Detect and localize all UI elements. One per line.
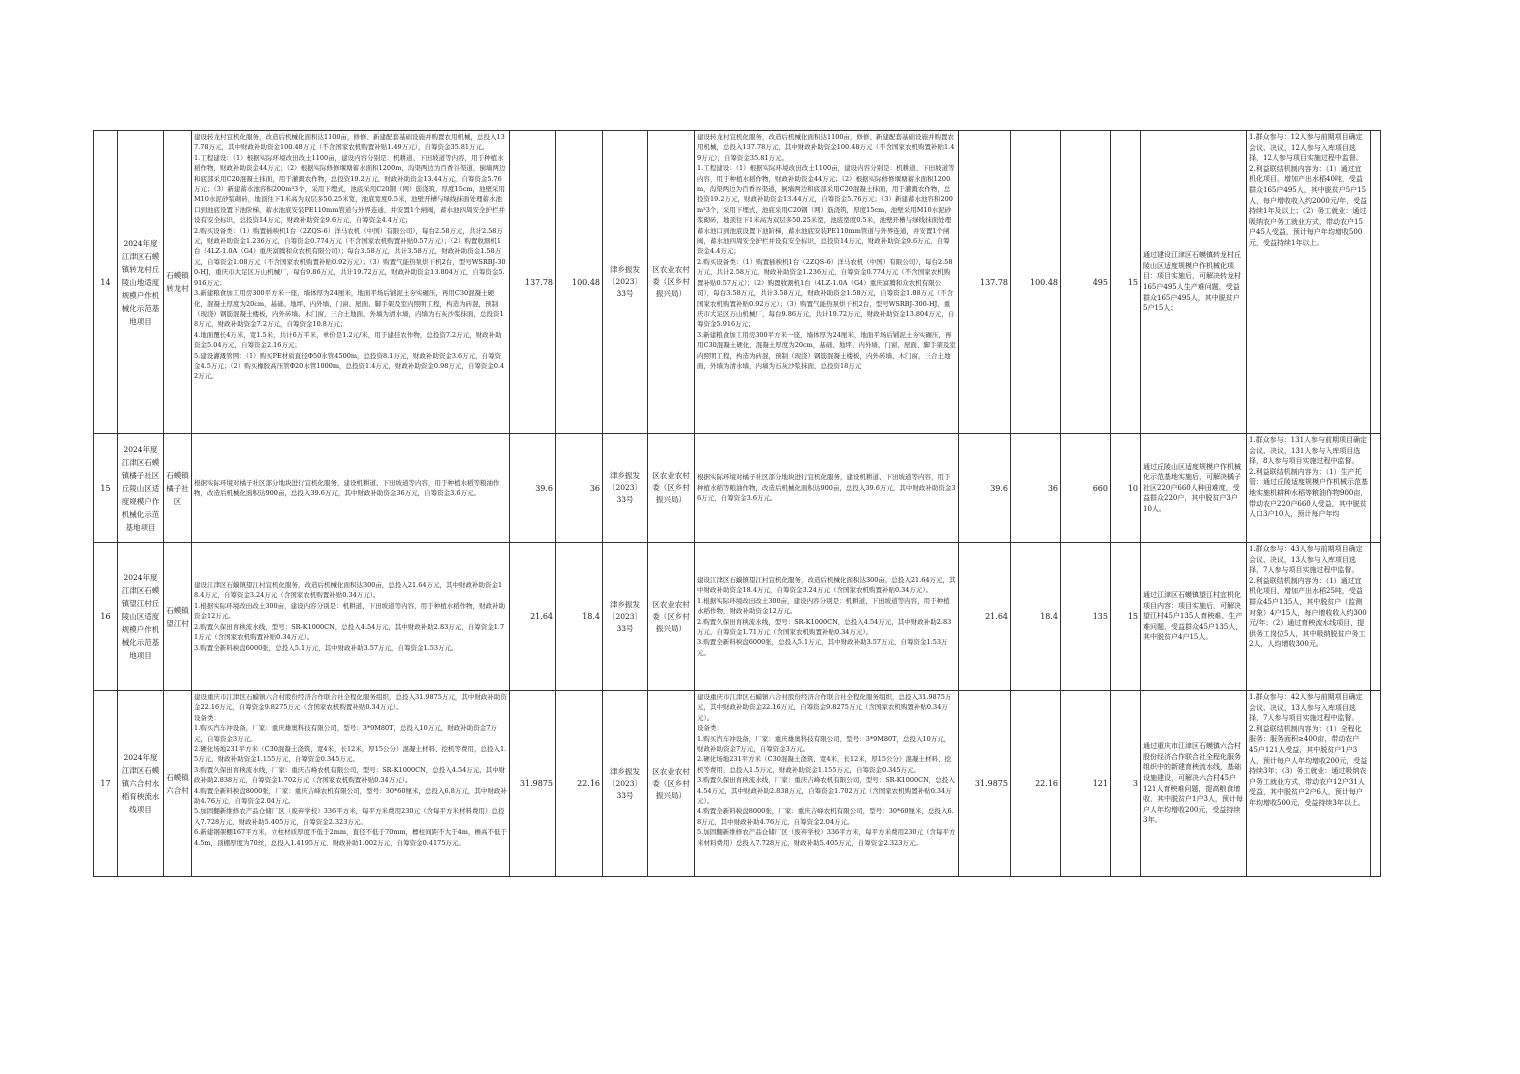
fiscal-fund: 100.48 <box>556 131 603 434</box>
interest-mechanism: 1.群众参与：12人参与前期项目确定会议、决议，12人参与入库项目选择，12人参与项目实施过程中监督。 2.利益联结机制内容为：（1）通过宜机化项目，增加产出水稻40吨，受益群众165户495人，其中脱贫户5户15人，每户增收收入约2000元/年，受益持续1年及以上；（2）务工就业：通过吸纳农户务工就业方式，带动农户15户45人受益，预计每户年均增收500元，受益持续1年以上。 <box>1249 133 1368 247</box>
fiscal-fund: 22.16 <box>556 691 603 877</box>
fiscal-fund: 18.4 <box>556 543 603 691</box>
beneficiary-count: 660 <box>1061 434 1111 543</box>
benefit-description: 通过丘陵山区适度规模户作机械化示范基地实施后，可解决橘子社区220户660人种田难度，受益群众220户，其中脱贫户3户10人。 <box>1141 434 1247 543</box>
row-number: 15 <box>94 434 118 543</box>
project-name: 2024年度江津区石蟆镇六合村水稻育秧流水线项目 <box>118 691 164 877</box>
project-content: 建设转龙村宜机化服务，改造后机械化面积达1100亩，修修、新建配套基础设施并购置农用机械，总投入137.78万元，其中财政补助资金100.48万元（不含国家农机购置补贴1.49万元），自筹资金35.81万元。 1.工程建设：（1）根据实际环境改田改土1100亩，建设内容分别是：机耕道、下田坡道等内容，用于种植水稻作物，财政补助资金44万元；（2）根据实际修修堰塘蓄水面积1200m，沟渠两边为百香谷渠道，倒墙两边和底部采用C20混凝土抹面，用于灌溉农作物，总投资19.2万元，财政补助资金13.44万元，自筹资金5.76万元；（3）新建蓄水池容积200m³3个，采用下埋式，池底采用C20钢（网）筋浇筑，厚度15cm，池壁采用M10水泥砂浆砌砖，地顶往下1米高为双层多50.25米宽，池底宽度0.5米，池壁开槽与绿线抹面处理蓄水池口到池底设置下池阶梯，蓄水池底安装PE110mm管道与外界连通，并安置1个闸阀，蓄水池四周安全护栏并设有安全标识，总投资14万元，财政补助资金9.6万元，自筹资金4.4万元； 2.购买设备类：（1）购置插秧机1台（2ZQS-6）洋马农机（中国）有限公司），每台2.58万元，共计2.58万元，财政补助资金1.236万元，自筹资金0.774万元（不含国家农机购置补贴0.57万元）；（2）购置收割机1台（4LZ-1.0A（G4）重庆富腾和众农机有限公司）；每台3.58万元，共计3.58万元，财政补助资金1.58万元，自筹资金1.08万元（不含国家农机购置补贴0.92万元）；（3）购置气能热泵烘干机2台，型号WSRBJ-300-HJ，重庆市大足区万山机械厂，每台9.86万元，共计19.72万元，财政补助资金13.804万元，自筹资金5.916万元； 3.新建粮食加工用房300平方米一座，墙体厚为24厘米，地面平场后铺泥土夯实碾压，再用C30混凝土硬化，混凝土厚度为20cm，基础、地坪、内外墙、门窗、屋面、脚手架及室内照明工程，构造为砖混，预制（现浇）钢筋混凝土楼板，内外砖墙、木门窗，三合土地面，外墙为清水墙，内墙为石灰沙浆抹面，总投资18万元，财政补助资金7.2万元，自筹资金10.8万元； 4.地面覆长4万米，宽1.5米，共计6万平米，单价是1.2元/米，用于建挂农作物，总投资7.2万元，财政补助资金5.04万元，自筹资金2.16万元； 5.建设灌溉管网：（1）购买PE材质直径Φ50水管4500m，总投资8.1万元，财政补助资金3.6万元，自筹资金4.5万元；（2）购买橡胶高压管Φ20水管1000m，总投资1.4万元，财政补助资金0.98万元，自筹资金0.42万元。 <box>194 133 506 381</box>
beneficiary-count: 495 <box>1061 131 1111 434</box>
benefit-description: 通过重庆市江津区石蟆镇六合村股份经济合作联合社全程化服务组织中的新建育秧流水线，基础设施建设，可解决六合村45户121人育秧难问题，提高粮食增收，其中脱贫户1户3人，预计每户人年均增收200元，受益持续3年。 <box>1141 691 1247 877</box>
project-content-adjusted: 建设重庆市江津区石蟆镇六合村股份经济合作联合社全程化服务组织，总投入31.9875万元，其中财政补助资金22.16万元，自筹资金9.8275万元（含国家农机购置补贴0.34万元）。 设备类： 1.购买汽车冲设备，厂家：重庆雄奥科技有限公司，型号：3*9M80T，总投入10万元，财政补助资金7万元，自筹资金3万元。 2.硬化场地231平方米（C30混凝土浇筑，宽4米，长12米，厚15公分）混凝土材料、挖机等费用，总投入1.5万元，财政补助资金1.155万元，自筹资金0.345万元。 3.购置久保田育秧流水线，厂家：重庆吉峰农机有限公司，型号：SR-K1000CN，总投入4.54万元，其中财政补助2.838万元，自筹资金1.702万元（含国家农机购置补贴0.34万元）。 4.购置全新料秧盘8000张，厂家：重庆吉峰农机有限公司，型号：30*60厘米，总投入6.8万元，其中财政补助4.76万元，自筹资金2.04万元。 5.加固翻新维修农产品仓储厂区（废弃学校）336平方米，每平方米费用230元（含每平方米材料费用）总投入7.728万元，财政补助5.405万元，自筹资金2.323万元。 <box>697 693 956 847</box>
empty-cell <box>1371 543 1381 691</box>
project-content-adjusted: 根据实际环境对橘子社区部分地块进行宜机化服务，建设机耕道、下田坡道等内容，用于种植水稻等粮油作物，改造后机械化面积达900亩，总投入39.6万元，其中财政补助资金36万元，自筹资金3.6万元。 <box>697 473 956 503</box>
project-name: 2024年度江津区石蟆镇望江村丘陵山区适度规模户作机械化示范基地项目 <box>118 543 164 691</box>
approval-document: 津乡振发〔2023〕33号 <box>603 691 648 877</box>
poverty-beneficiary-count: 15 <box>1111 543 1141 691</box>
benefit-description: 通过江津区石蟆镇望江村宜机化项目内容：项目实施后，可解决望江村45户135人育秧难、生产难问题，受益群众45户135人，其中脱贫户4户15人。 <box>1141 543 1247 691</box>
project-name: 2024年度江津区石蟆镇橘子社区丘陵山区适度规模户作机械化示范基地项目 <box>118 434 164 543</box>
total-investment-adjusted: 137.78 <box>959 131 1011 434</box>
fiscal-fund-adjusted: 22.16 <box>1011 691 1061 877</box>
empty-cell <box>1371 434 1381 543</box>
approval-document: 津乡振发〔2023〕33号 <box>603 543 648 691</box>
project-table <box>93 130 1381 877</box>
project-content: 建设江津区石蟆镇望江村宜机化服务，改造后机械化面积达300亩，总投入21.64万元，其中财政补助资金18.4万元，自筹资金3.24万元（含国家农机购置补贴0.34万元）。 1.根据实际环境改田改土300亩，建设内容分别是：机耕道、下田坡道等内容，用于种植水稻作物，财政补助资金12万元。 2.购置久保田育秧流水线，型号：SR-K1000CN，总投入4.54万元，其中财政补助2.83万元，自筹资金1.71万元（含国家农机购置补贴0.34万元）。 3.购置全新料秧盘6000张，总投入5.1万元，其中财政补助3.57万元，自筹资金1.53万元。 <box>194 581 506 652</box>
responsible-department: 区农业农村委（区乡村振兴局） <box>648 131 695 434</box>
table-row <box>94 543 1381 691</box>
table-row <box>94 131 1381 434</box>
table-row <box>94 691 1381 877</box>
total-investment-adjusted: 21.64 <box>959 543 1011 691</box>
total-investment-adjusted: 31.9875 <box>959 691 1011 877</box>
approval-document: 津乡振发〔2023〕33号 <box>603 434 648 543</box>
project-content: 建设重庆市江津区石蟆镇六合村股份经济合作联合社全程化服务组织，总投入31.9875万元，其中财政补助资金22.16万元，自筹资金9.8275万元（含国家农机购置补贴0.34万元）。 设备类： 1.购买汽车冲设备，厂家：重庆雄奥科技有限公司，型号：3*9M80T，总投入10万元，财政补助资金7万元，自筹资金3万元。 2.硬化场地231平方米（C30混凝土浇筑，宽4米，长12米，厚15公分）混凝土材料、挖机等费用，总投入1.5万元，财政补助资金1.155万元，自筹资金0.345万元。 3.购置久保田育秧流水线，厂家：重庆吉峰农机有限公司，型号：SR-K1000CN，总投入4.54万元，其中财政补助2.838万元，自筹资金1.702万元（含国家农机购置补贴0.34万元）。 4.购置全新料秧盘8000张，厂家：重庆吉峰农机有限公司，型号：30*60厘米，总投入6.8万元，其中财政补助4.76万元，自筹资金2.04万元。 5.加固翻新维修农产品仓储厂区（废弃学校）336平方米，每平方米费用230元（含每平方米材料费用）总投入7.728万元，财政补助5.405万元，自筹资金2.323万元。 6.新建钢架棚167平方米，立柱材质厚度不低于2mm，直径不低于70mm，檩柱间距不大于4m，檐高不低于4.5m，顶棚厚度为70丝，总投入1.4195万元，财政补助1.002万元，自筹资金0.4175万元。 <box>194 693 507 847</box>
empty-cell <box>1371 131 1381 434</box>
row-number: 16 <box>94 543 118 691</box>
project-content-adjusted: 建设转龙村宜机化服务，改造后机械化面积达1100亩，修修、新建配套基础设施并购置农用机械，总投入137.78万元，其中财政补助资金100.48万元（不含国家农机购置补贴1.49万元），自筹资金35.81万元。 1.工程建设：（1）根据实际环境改田改土1100亩，建设内容分别是：机耕道、下田坡道等内容，用于种植水稻作物，财政补助资金44万元；（2）根据实际修修堰塘蓄水面积1200m，沟渠两边为百香谷渠道，倒墙两边和底部采用C20混凝土抹面，用于灌溉农作物，总投资19.2万元，财政补助资金13.44万元，自筹资金5.76万元；（3）新建蓄水池容积200m³3个，采用下埋式，池底采用C20钢（网）筋浇筑，厚度15cm，池壁采用M10水泥砂浆砌砖，地顶往下1米高为双层多50.25米宽，池底宽度0.5米，池壁开槽与绿线抹面处理蓄水池口到池底设置下池阶梯，蓄水池底安装PE110mm管道与外界连通，并安置1个闸阀，蓄水池四周安全护栏并设有安全标识，总投资14万元，财政补助资金9.6万元，自筹资金4.4万元； 2.购买设备类：（1）购置插秧机1台（2ZQS-6）洋马农机（中国）有限公司），每台2.58万元，共计2.58万元，财政补助资金1.236万元，自筹资金0.774万元（不含国家农机购置补贴0.57万元）；（2）购置收割机1台（4LZ-1.0A（G4）重庆富腾和众农机有限公司），每台3.58万元，共计3.58万元，财政补助资金1.58万元，自筹资金1.08万元（不含国家农机购置补贴0.92万元）；（3）购置气能热泵烘干机2台，型号WSRBJ-300-HJ，重庆市大足区万山机械厂，每台9.86万元，共计19.72万元，财政补助资金13.804万元，自筹资金5.916万元； 3.新建粮食加工用房300平方米一座，墙体厚为24厘米，地面平场后铺泥土夯实碾压，再用C30混凝土硬化，混凝土厚度为20cm，基础、地坪、内外墙、门窗、屋面、脚手架及室内照明工程，构造为砖混，预制（现浇）钢筋混凝土楼板，内外砖墙、木门窗，三合土地面，外墙为清水墙，内墙为石灰沙浆抹面，总投资18万元 <box>697 133 956 370</box>
interest-mechanism: 1.群众参与：42人参与前期项目确定会议、决议，13人参与入库项目选择，7人参与项目实施过程中监督。 2.利益联结机制内容为：（1）全程化服务：服务面积≥400亩，带动农户45户121人受益，其中脱贫户1户3人，预计每户人年均增收200元，受益持续3年；（3）务工就业：通过吸纳农户务工就业方式，带动农户12户31人受益，其中脱贫户2户6人，预计每户年均增收500元，受益持续3年以上。 <box>1249 693 1368 807</box>
empty-cell <box>1371 691 1381 877</box>
total-investment: 39.6 <box>510 434 556 543</box>
total-investment: 137.78 <box>510 131 556 434</box>
project-content: 根据实际环境对橘子社区部分地块进行宜机化服务，建设机耕道、下田坡道等内容，用于种植水稻等粮油作物，改造后机械化面积达900亩，总投入39.6万元，其中财政补助资金36万元，自筹资金3.6万元。 <box>194 478 500 497</box>
project-location: 石蟆镇望江村 <box>164 543 192 691</box>
responsible-department: 区农业农村委（区乡村振兴局） <box>648 691 695 877</box>
total-investment: 21.64 <box>510 543 556 691</box>
benefit-description: 通过建设江津区石蟆镇转龙村丘陵山区适度规模户作机械化项目：项目实施后，可解决转龙村165户495人生产难问题，受益群众165户495人，其中脱贫户5户15人； <box>1141 131 1247 434</box>
project-content-adjusted: 建设江津区石蟆镇望江村宜机化服务，改造后机械化面积达300亩，总投入21.64万元，其中财政补助资金18.4万元，自筹资金3.24万元（含国家农机购置补贴0.34万元）。 1.根据实际环境改田改土300亩，建设内容分别是：机耕道、下田坡道等内容，用于种植水稻作物，财政补助资金12万元。 2.购置久保田育秧流水线，型号：SR-K1000CN，总投入4.54万元，其中财政补助2.83万元，自筹资金1.71万元（含国家农机购置补贴0.34万元）。 3.购置全新料秧盘6000张，总投入5.1万元，其中财政补助3.57万元，自筹资金1.53万元。 <box>697 575 956 657</box>
fiscal-fund-adjusted: 100.48 <box>1011 131 1061 434</box>
project-location: 石蟆镇橘子社区 <box>164 434 192 543</box>
poverty-beneficiary-count: 3 <box>1111 691 1141 877</box>
project-location: 石蟆镇转龙村 <box>164 131 192 434</box>
fiscal-fund: 36 <box>556 434 603 543</box>
interest-mechanism: 1.群众参与：43人参与前期项目确定会议、决议，13人参与入库项目选择，7人参与项目实施过程中监督。 2.利益联结机制内容为：（1）通过宜机化项目，增加产出水稻25吨，受益群众45户135人，其中脱贫户（监测对象）4户15人，每户增收收入约300元/年；（2）通过育秧流水线项目，提供务工岗位5人，其中吸纳脱贫户务工2人，人均增收300元。 <box>1249 545 1367 649</box>
fiscal-fund-adjusted: 18.4 <box>1011 543 1061 691</box>
total-investment-adjusted: 39.6 <box>959 434 1011 543</box>
row-number: 17 <box>94 691 118 877</box>
fiscal-fund-adjusted: 36 <box>1011 434 1061 543</box>
responsible-department: 区农业农村委（区乡村振兴局） <box>648 543 695 691</box>
poverty-beneficiary-count: 10 <box>1111 434 1141 543</box>
project-location: 石蟆镇六合村 <box>164 691 192 877</box>
responsible-department: 区农业农村委（区乡村振兴局） <box>648 434 695 543</box>
beneficiary-count: 121 <box>1061 691 1111 877</box>
table-row <box>94 434 1381 543</box>
project-name: 2024年度江津区石蟆镇转龙村丘陵山地适度规模户作机械化示范基地项目 <box>118 131 164 434</box>
total-investment: 31.9875 <box>510 691 556 877</box>
beneficiary-count: 135 <box>1061 543 1111 691</box>
interest-mechanism: 1.群众参与：131人参与前期项目确定会议、决议，131人参与入库项目选择，8人参与项目实施过程中监督。 2.利益联结机制内容为：（1）生产托管：通过丘陵适度规模户作机械示范基地实施机耕种水稻等粮油作物900亩，带动农户220户660人受益，其中脱贫人口3户10人，预计每户年均 <box>1249 436 1368 519</box>
row-number: 14 <box>94 131 118 434</box>
poverty-beneficiary-count: 15 <box>1111 131 1141 434</box>
approval-document: 津乡振发〔2023〕33号 <box>603 131 648 434</box>
